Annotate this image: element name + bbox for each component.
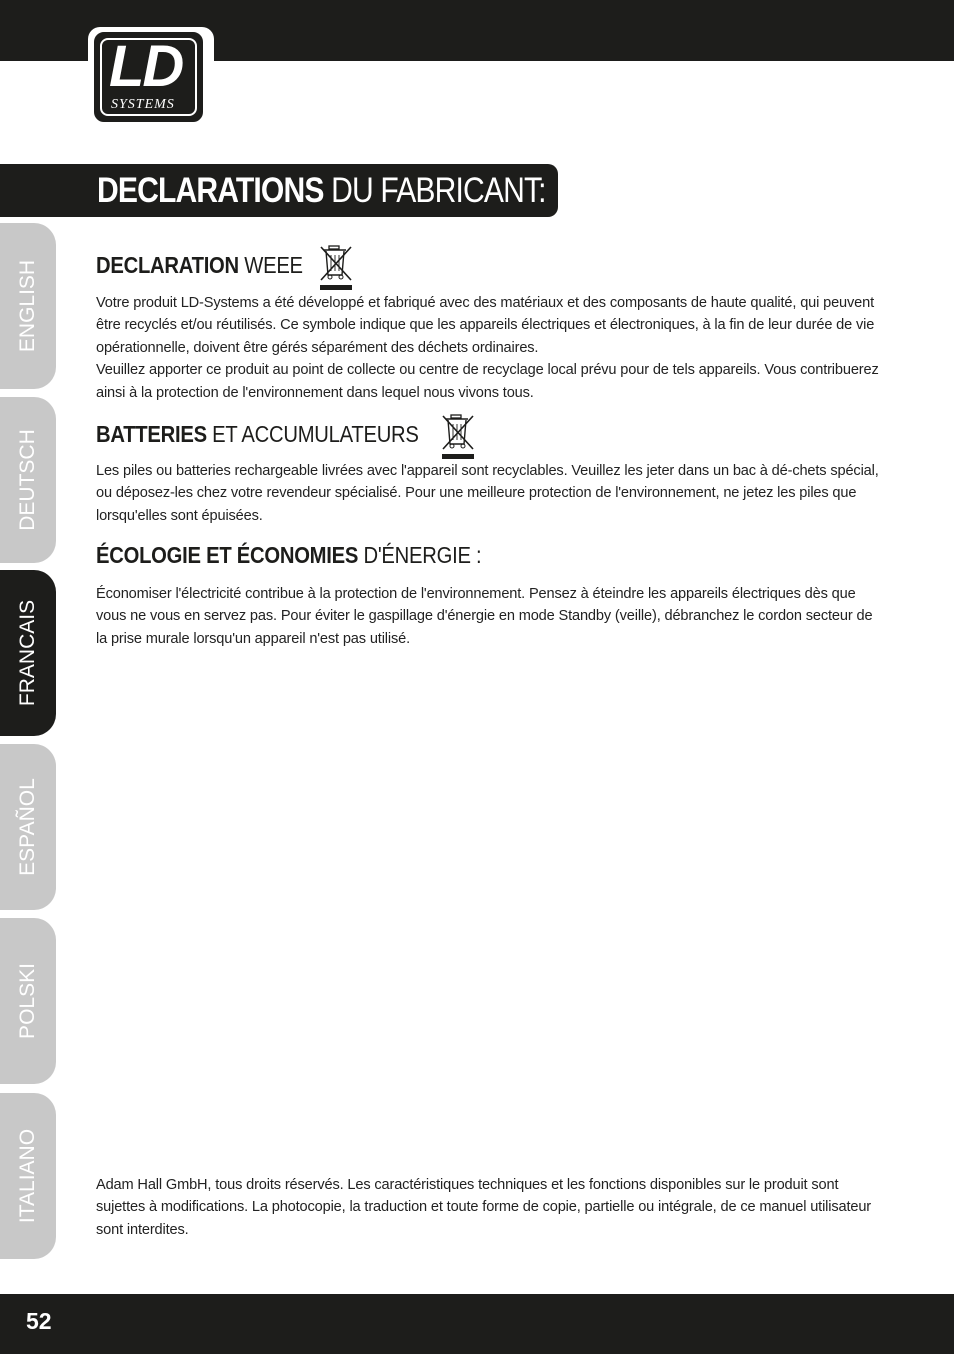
logo-brand: LD (109, 34, 183, 99)
tab-deutsch[interactable]: DEUTSCH (0, 397, 56, 563)
weee-heading: DECLARATION WEEE (96, 252, 303, 278)
tab-polski[interactable]: POLSKI (0, 918, 56, 1084)
crossed-out-bin-icon (440, 411, 476, 461)
tab-francais[interactable]: FRANCAIS (0, 570, 56, 736)
batteries-text: Les piles ou batteries rechargeable livrées avec l'appareil sont recyclables. Veuillez les jeter dans un bac à dé-chets spécial, ou déposez-les chez votre revendeur spécialisé. Pour une meilleure protection de l'environnement, ne jetez les piles que lorsqu'elles sont épuisées. (96, 463, 879, 524)
ecology-heading: ÉCOLOGIE ET ÉCONOMIES D'ÉNERGIE : (96, 542, 482, 568)
crossed-out-bin-icon (318, 243, 354, 291)
weee-text: Votre produit LD-Systems a été développé et fabriqué avec des matériaux et des composants de haute qualité, qui peuvent être recyclés et/ou réutilisés. Ce symbole indique que les appareils électriques et électroniques, à la fin de leur durée de vie opérationnelle, doivent être gérés séparément des déchets ordinaires. Veuillez apporter ce produit au point de collecte ou centre de recyclage local prévu pour de tels appareils. Vous contribuerez ainsi à la protection de l'environnement dans lequel nous vivons tous. (96, 295, 879, 401)
ecology-text: Économiser l'électricité contribue à la protection de l'environnement. Pensez à éteindre les appareils électriques dès que vous ne vous en servez pas. Pour éviter le gaspillage d'énergie en mode Standby (veille), débranchez le cordon secteur de la prise murale lorsqu'un appareil n'est pas utilisé. (96, 586, 873, 647)
tab-english[interactable]: ENGLISH (0, 223, 56, 389)
logo-sub: SYSTEMS (111, 97, 175, 112)
page-number: 52 (26, 1308, 52, 1334)
tab-espanol[interactable]: ESPAÑOL (0, 744, 56, 910)
bottom-bar (0, 1294, 954, 1354)
copyright-text: Adam Hall GmbH, tous droits réservés. Les caractéristiques techniques et les fonctions disponibles sur le produit sont sujettes à modifications. La photocopie, la traduction et toute forme de copie, partielle ou intégrale, de ce manuel utilisateur sont interdites. (96, 1177, 872, 1238)
ld-systems-logo (88, 27, 214, 127)
page-title: DECLARATIONS DU FABRICANT: (97, 171, 546, 210)
batteries-heading: BATTERIES ET ACCUMULATEURS (96, 421, 419, 447)
tab-italiano[interactable]: ITALIANO (0, 1093, 56, 1259)
